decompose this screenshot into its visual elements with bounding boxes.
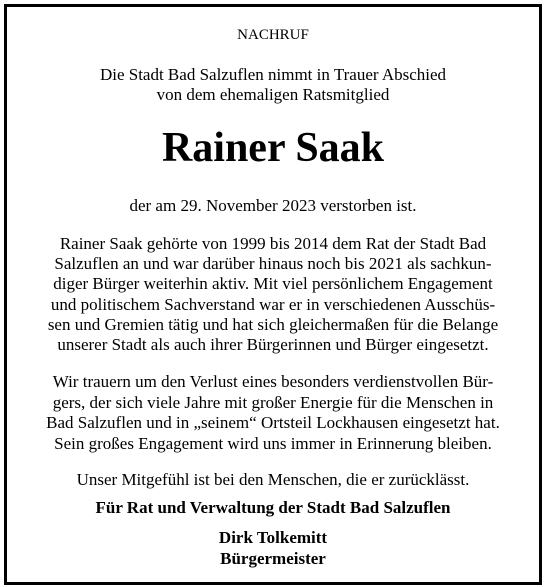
paragraph-line: diger Bürger weiterhin aktiv. Mit viel persönlichem Engagement [53, 274, 493, 293]
signer-title: Bürgermeister [220, 549, 326, 568]
paragraph-line: Rainer Saak gehörte von 1999 bis 2014 dem Rat der Stadt Bad [59, 234, 487, 253]
paragraph-line: unserer Stadt als auch ihrer Bürgerinnen und Bürger eingesetzt. [57, 335, 489, 354]
paragraph-line: Sein großes Engagement wird uns immer in Erinnerung bleiben. [54, 434, 492, 453]
sympathy-line: Unser Mitgefühl ist bei den Menschen, die er zurücklässt. [76, 470, 470, 489]
intro-line: von dem ehemaligen Ratsmitglied [156, 85, 390, 104]
paragraph-line: sen und Gremien tätig und hat sich gleichermaßen für die Belange [47, 315, 499, 334]
signature-organization: Für Rat und Verwaltung der Stadt Bad Salzuflen [95, 498, 451, 517]
paragraph-line: Wir trauern um den Verlust eines besonders verdienstvollen Bür- [52, 372, 494, 391]
deceased-name: Rainer Saak [161, 125, 385, 171]
paragraph-line: Salzuflen an und war darüber hinaus noch bis 2021 als sachkun- [54, 254, 492, 273]
obituary-content [7, 7, 539, 582]
obituary-frame [4, 4, 542, 585]
notice-heading: NACHRUF [237, 27, 309, 43]
paragraph-line: Bad Salzuflen und in „seinem“ Ortsteil Lockhausen eingesetzt hat. [46, 413, 500, 432]
intro-line: Die Stadt Bad Salzuflen nimmt in Trauer Abschied [99, 65, 447, 84]
signer-name: Dirk Tolkemitt [218, 528, 328, 547]
death-date-line: der am 29. November 2023 verstorben ist. [129, 196, 417, 215]
paragraph-line: gers, der sich viele Jahre mit großer Energie für die Menschen in [52, 393, 494, 412]
paragraph-line: und politischem Sachverstand war er in verschiedenen Ausschüs- [50, 295, 496, 314]
